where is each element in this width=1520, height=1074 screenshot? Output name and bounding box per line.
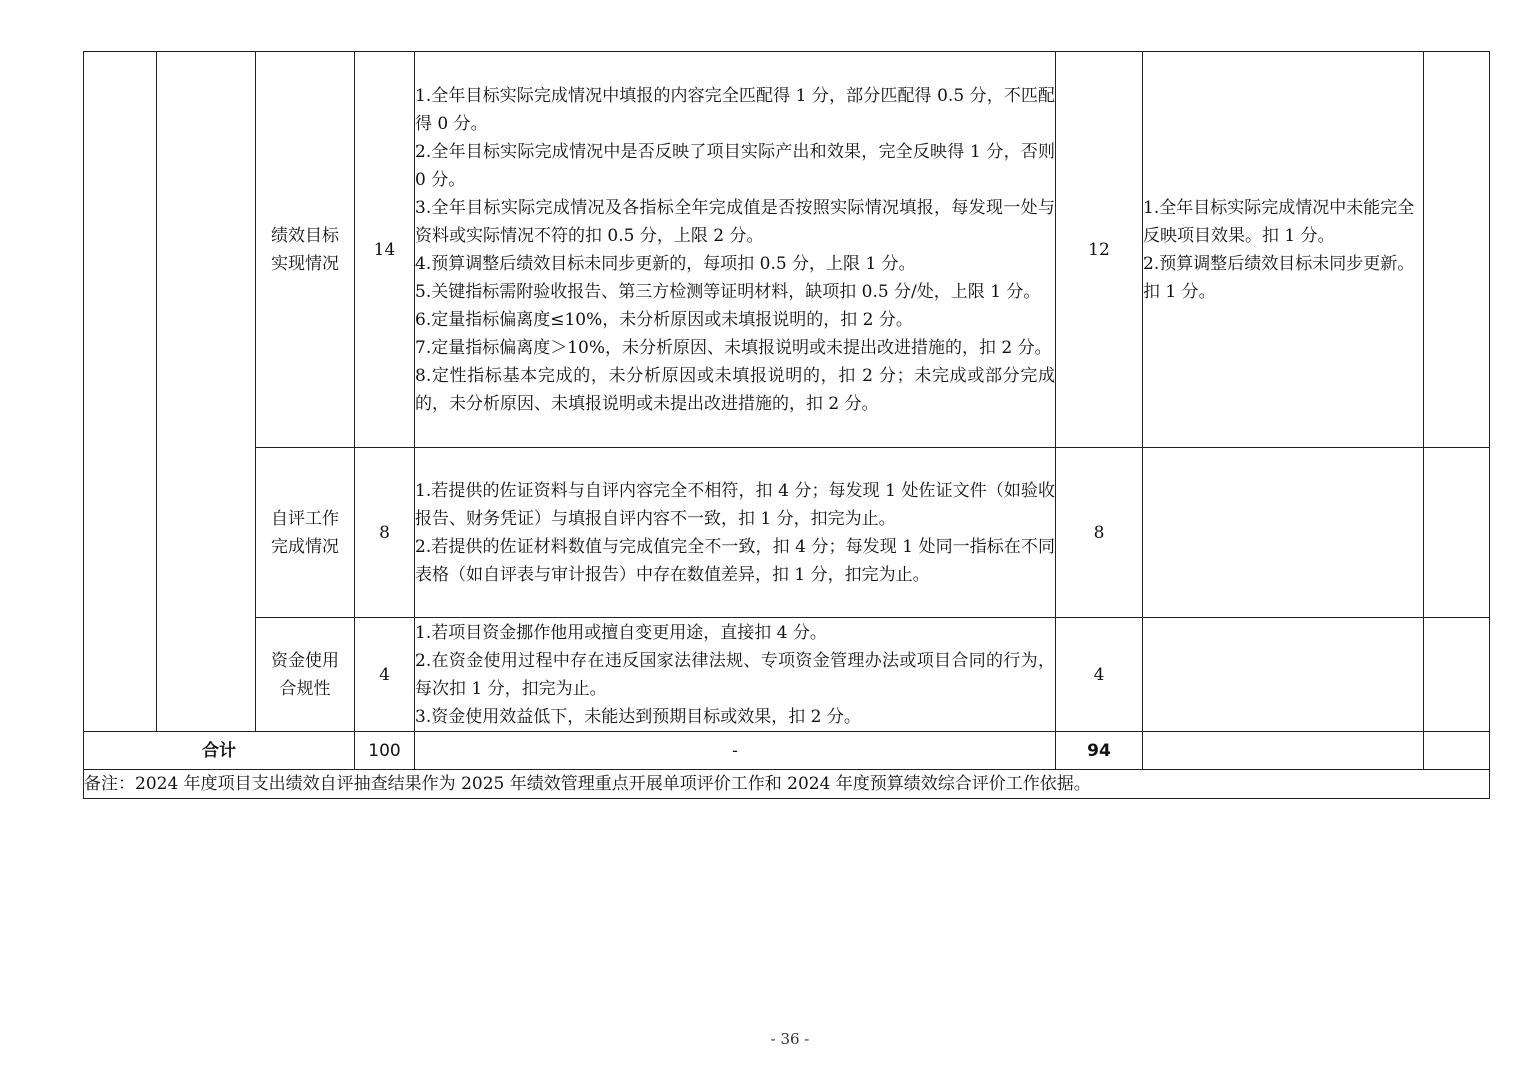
indicator-name-line: 绩效目标 xyxy=(271,225,339,246)
total-criteria-dash: - xyxy=(415,732,1056,770)
criteria-cell xyxy=(415,618,1056,732)
indicator-name-cell xyxy=(256,52,355,448)
page-number: - 36 - xyxy=(770,1030,810,1048)
deduction-reason-item: 1.全年目标实际完成情况中未能完全反映项目效果。扣 1 分。 xyxy=(1143,197,1415,246)
full-score-cell: 14 xyxy=(355,52,415,448)
criteria-item: 1.若提供的佐证资料与自评内容完全不相符，扣 4 分；每发现 1 处佐证文件（如验收报告、财务凭证）与填报自评内容不一致，扣 1 分，扣完为止。 xyxy=(415,480,1055,529)
criteria-item: 3.资金使用效益低下，未能达到预期目标或效果，扣 2 分。 xyxy=(415,706,861,727)
criteria-item: 2.若提供的佐证材料数值与完成值完全不一致，扣 4 分；每发现 1 处同一指标在不同表格（如自评表与审计报告）中存在数值差异，扣 1 分，扣完为止。 xyxy=(415,536,1055,585)
total-score: 94 xyxy=(1056,732,1143,770)
criteria-item: 4.预算调整后绩效目标未同步更新的，每项扣 0.5 分，上限 1 分。 xyxy=(415,253,916,274)
total-remark-cell xyxy=(1424,732,1490,770)
criteria-item: 3.全年目标实际完成情况及各指标全年完成值是否按照实际情况填报，每发现一处与资料或实际情况不符的扣 0.5 分，上限 2 分。 xyxy=(415,197,1055,246)
table-row xyxy=(84,52,1490,448)
indicator-name-line: 资金使用 xyxy=(271,650,339,671)
score-cell: 8 xyxy=(1056,448,1143,618)
criteria-item: 5.关键指标需附验收报告、第三方检测等证明材料，缺项扣 0.5 分/处，上限 1 分。 xyxy=(415,281,1041,302)
indicator-name-line: 合规性 xyxy=(279,678,331,699)
indicator-name-line: 完成情况 xyxy=(271,536,339,557)
indicator-name-cell xyxy=(256,618,355,732)
criteria-item: 8.定性指标基本完成的，未分析原因或未填报说明的，扣 2 分；未完成或部分完成的，未分析原因、未填报说明或未提出改进措施的，扣 2 分。 xyxy=(415,365,1055,414)
note-row xyxy=(84,770,1490,799)
table-row xyxy=(84,618,1490,732)
criteria-item: 2.在资金使用过程中存在违反国家法律法规、专项资金管理办法或项目合同的行为，每次扣 1 分，扣完为止。 xyxy=(415,650,1055,699)
table-row xyxy=(84,448,1490,618)
remark-cell xyxy=(1424,448,1490,618)
criteria-item: 7.定量指标偏离度＞10%，未分析原因、未填报说明或未提出改进措施的，扣 2 分。 xyxy=(415,337,1052,358)
remark-cell xyxy=(1424,618,1490,732)
score-cell: 4 xyxy=(1056,618,1143,732)
indicator-name-line: 实现情况 xyxy=(271,253,339,274)
deduction-reason-cell xyxy=(1143,448,1424,618)
indicator-name-line: 自评工作 xyxy=(271,508,339,529)
deduction-reason-cell xyxy=(1143,52,1424,448)
criteria-item: 2.全年目标实际完成情况中是否反映了项目实际产出和效果，完全反映得 1 分，否则 0 分。 xyxy=(415,141,1055,190)
total-full-score: 100 xyxy=(355,732,415,770)
full-score-cell: 8 xyxy=(355,448,415,618)
score-cell: 12 xyxy=(1056,52,1143,448)
total-deduction-reason-cell xyxy=(1143,732,1424,770)
performance-evaluation-table xyxy=(83,51,1490,799)
indicator-name-cell xyxy=(256,448,355,618)
level1-indicator-cell xyxy=(84,52,157,732)
total-label: 合计 xyxy=(84,732,355,770)
deduction-reason-item: 2.预算调整后绩效目标未同步更新。扣 1 分。 xyxy=(1143,253,1415,302)
criteria-item: 1.若项目资金挪作他用或擅自变更用途，直接扣 4 分。 xyxy=(415,622,827,643)
deduction-reason-cell xyxy=(1143,618,1424,732)
criteria-cell xyxy=(415,448,1056,618)
criteria-item: 1.全年目标实际完成情况中填报的内容完全匹配得 1 分，部分匹配得 0.5 分，不匹配得 0 分。 xyxy=(415,85,1055,134)
remark-cell xyxy=(1424,52,1490,448)
table-note: 备注：2024 年度项目支出绩效自评抽查结果作为 2025 年绩效管理重点开展单项评价工作和 2024 年度预算绩效综合评价工作依据。 xyxy=(84,770,1490,799)
criteria-cell xyxy=(415,52,1056,448)
full-score-cell: 4 xyxy=(355,618,415,732)
total-row xyxy=(84,732,1490,770)
criteria-item: 6.定量指标偏离度≤10%，未分析原因或未填报说明的，扣 2 分。 xyxy=(415,309,913,330)
level2-indicator-cell xyxy=(157,52,256,732)
